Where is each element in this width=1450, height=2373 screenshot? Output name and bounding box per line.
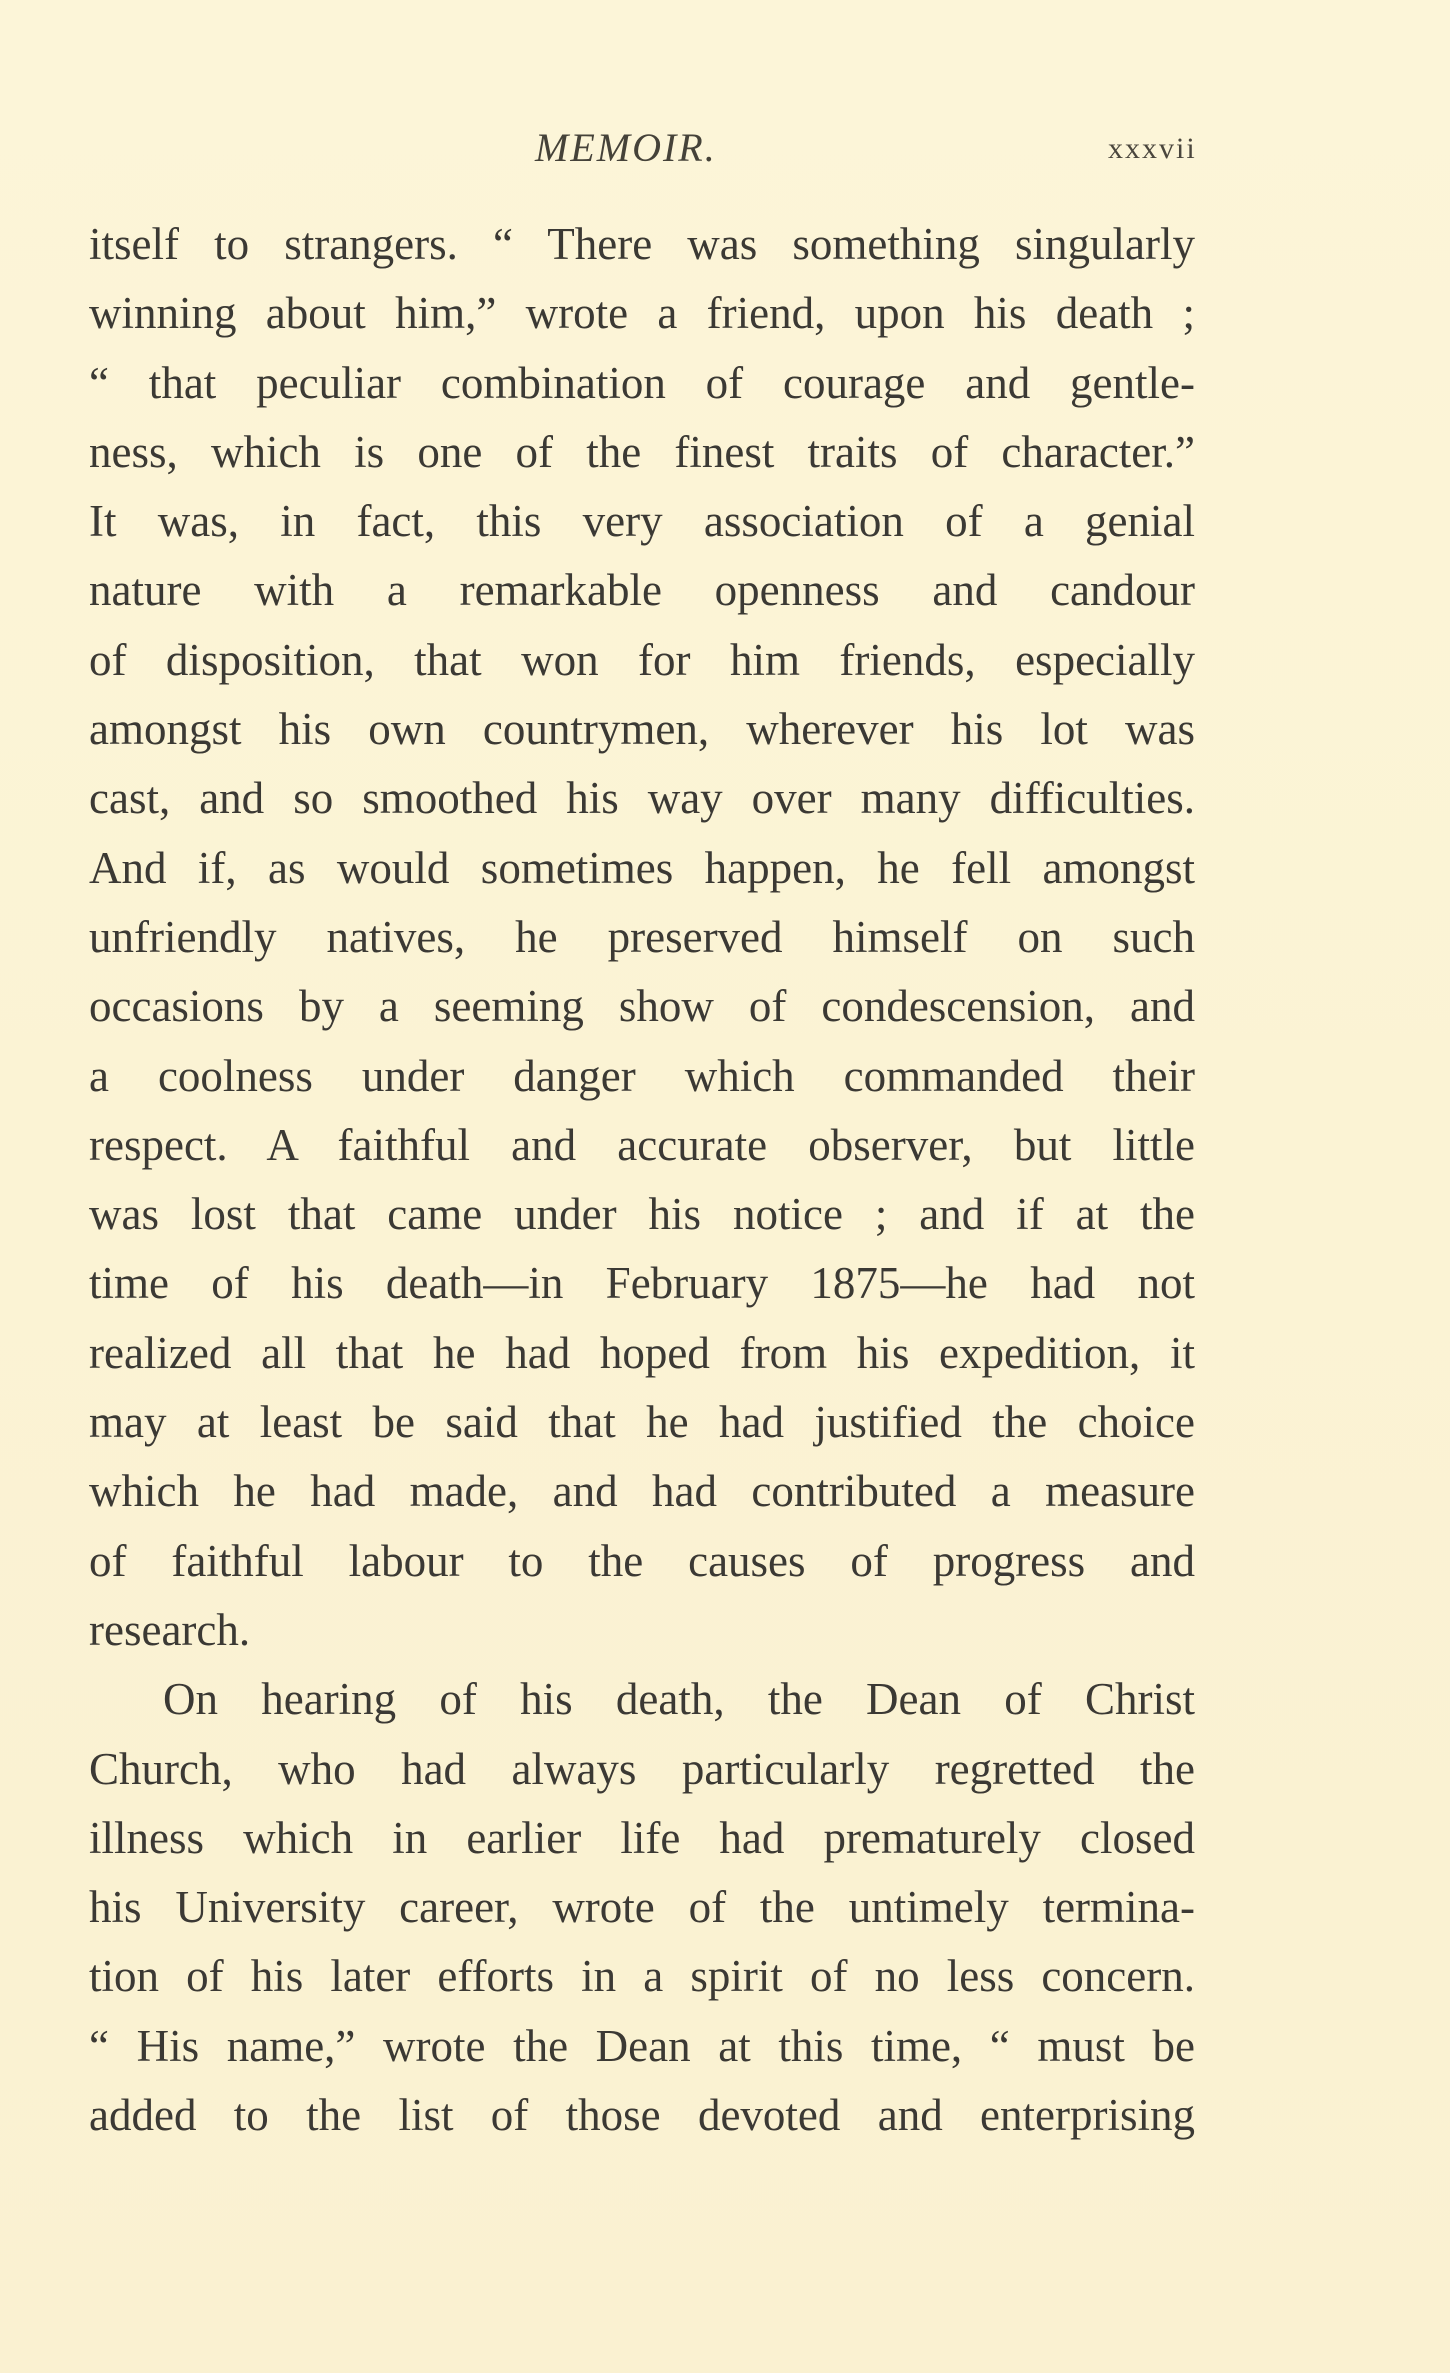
page-number: xxxvii [1108,132,1197,165]
text-line: of faithful labour to the causes of progress and [89,1535,1195,1586]
text-line: time of his death—in February 1875—he had not [89,1258,1195,1309]
text-line: itself to strangers. “ There was something singularly [89,219,1195,269]
text-line: “ that peculiar combination of courage and gentle- [89,357,1195,408]
text-line: which he had made, and had contributed a measure [89,1466,1195,1517]
text-line: of disposition, that won for him friends, especially [89,634,1195,685]
text-line: may at least be said that he had justified the choice [89,1397,1195,1448]
text-line: And if, as would sometimes happen, he fell amongst [89,842,1195,893]
text-line: his University career, wrote of the untimely termina- [89,1882,1195,1933]
text-line: winning about him,” wrote a friend, upon his death ; [89,288,1195,339]
text-line: was lost that came under his notice ; and if at the [89,1189,1195,1240]
running-title: MEMOIR. [535,125,717,170]
text-line: added to the list of those devoted and enterprising [89,2090,1195,2141]
text-line: illness which in earlier life had prematurely closed [89,1812,1195,1863]
text-line: a coolness under danger which commanded their [89,1050,1195,1101]
text-line: cast, and so smoothed his way over many difficulties. [89,773,1195,824]
text-line: ness, which is one of the finest traits of character.” [89,426,1195,477]
text-line: occasions by a seeming show of condescension, and [89,981,1195,1032]
paragraph-end-line: research. [89,1604,251,1655]
text-line: Church, who had always particularly regretted the [89,1743,1195,1794]
text-line: amongst his own countrymen, wherever his lot was [89,704,1195,755]
text-line: “ His name,” wrote the Dean at this time, “ must be [89,2020,1195,2071]
text-line: tion of his later efforts in a spirit of no less concern. [89,1951,1195,2002]
text-line: unfriendly natives, he preserved himself on such [89,911,1195,962]
text-line: nature with a remarkable openness and candour [89,565,1195,616]
text-line: respect. A faithful and accurate observer, but little [89,1119,1195,1170]
body-text [89,210,1195,2150]
text-line: It was, in fact, this very association of a genial [89,496,1195,547]
text-line: realized all that he had hoped from his expedition, it [89,1327,1195,1378]
paragraph-first-line: On hearing of his death, the Dean of Christ [163,1674,1195,1725]
running-head [0,124,1450,184]
